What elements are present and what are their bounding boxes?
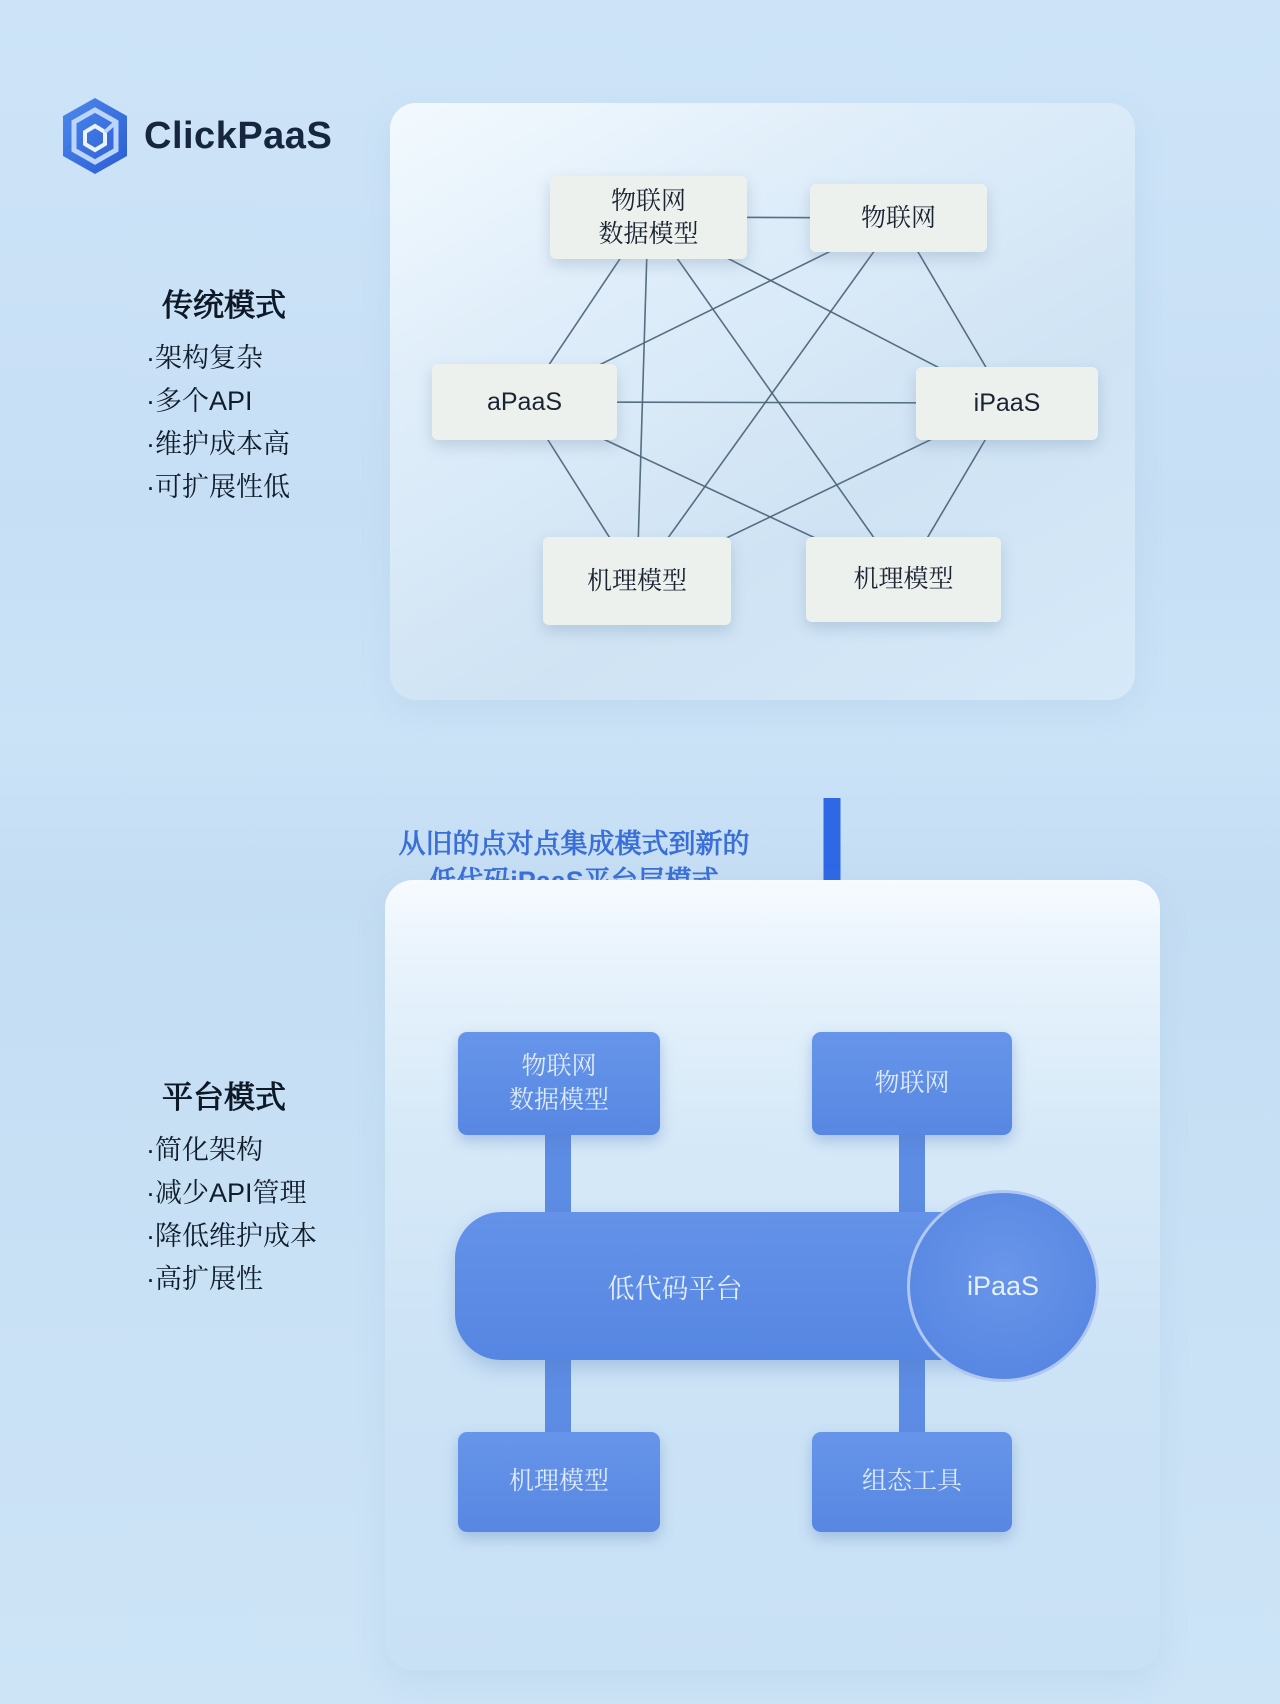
brand-name: ClickPaaS xyxy=(144,114,333,157)
node-mech-model-right: 机理模型 xyxy=(806,537,1001,622)
transition-caption-line1: 从旧的点对点集成模式到新的 xyxy=(398,829,750,859)
platform-bullet-3: ·降低维护成本 xyxy=(146,1221,317,1251)
traditional-mode-heading: 传统模式 xyxy=(162,288,286,323)
platform-mode-heading: 平台模式 xyxy=(162,1080,286,1115)
platform-node-iot-data-model xyxy=(458,1032,660,1135)
platform-bullet-2: ·减少API管理 xyxy=(146,1178,307,1208)
platform-node-mech-model: 机理模型 xyxy=(458,1432,660,1532)
clickpaas-logo-icon xyxy=(58,96,132,176)
platform-node-iot-data-model-line1: 物联网 xyxy=(521,1051,597,1080)
traditional-bullet-2: ·多个API xyxy=(146,386,253,416)
node-iot: 物联网 xyxy=(810,184,987,252)
traditional-bullet-3: ·维护成本高 xyxy=(146,429,290,459)
clickpaas-logo xyxy=(58,96,332,176)
connector-iot xyxy=(899,1133,925,1215)
connector-config-tool xyxy=(899,1358,925,1434)
platform-node-config-tool: 组态工具 xyxy=(812,1432,1012,1532)
node-mech-model-left: 机理模型 xyxy=(543,537,731,625)
node-ipaas: iPaaS xyxy=(916,367,1098,440)
ipaas-circle xyxy=(907,1190,1099,1382)
node-iot-data-model-line2: 数据模型 xyxy=(598,219,699,248)
node-iot-data-model xyxy=(550,176,747,259)
platform-node-iot: 物联网 xyxy=(812,1032,1012,1135)
platform-node-iot-data-model-line2: 数据模型 xyxy=(508,1085,609,1114)
platform-bullet-1: ·简化架构 xyxy=(146,1135,263,1165)
node-iot-data-model-line1: 物联网 xyxy=(610,187,686,215)
platform-bullet-4: ·高扩展性 xyxy=(146,1264,263,1294)
traditional-bullet-4: ·可扩展性低 xyxy=(146,472,290,502)
node-apaas: aPaaS xyxy=(432,364,617,440)
traditional-bullet-1: ·架构复杂 xyxy=(146,343,263,373)
traditional-diagram-panel xyxy=(390,103,1135,700)
connector-iot-data-model xyxy=(545,1133,571,1215)
connector-mech-model xyxy=(545,1358,571,1434)
low-code-platform-label: 低代码平台 xyxy=(607,1273,743,1304)
ipaas-circle-label: iPaaS xyxy=(966,1270,1040,1301)
